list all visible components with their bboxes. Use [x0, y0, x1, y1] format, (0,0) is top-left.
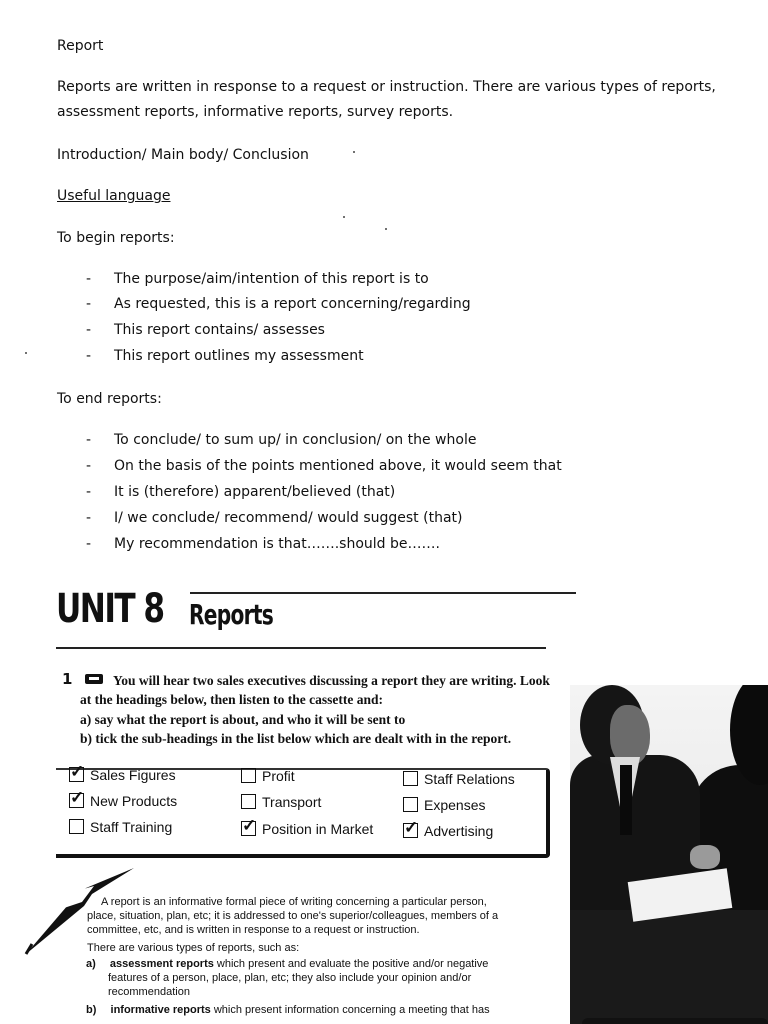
- item-term: informative reports: [110, 1004, 211, 1016]
- executives-photo: [570, 685, 768, 1024]
- item-marker: b): [86, 1004, 97, 1016]
- checkbox-label: New Products: [90, 793, 178, 809]
- textbook-scan: [0, 570, 768, 1024]
- checkbox-expenses[interactable]: [403, 797, 485, 813]
- scan-speck: [25, 352, 27, 354]
- exercise-line: a) say what the report is about, and who it will be sent to: [80, 712, 406, 727]
- item-description: which present information concerning a meeting that has: [210, 1004, 490, 1016]
- scan-speck: [385, 228, 387, 230]
- end-item-text: It is (therefore) apparent/believed (that): [114, 484, 396, 500]
- end-item-text: My recommendation is that…….should be…….: [114, 536, 440, 552]
- checkbox-empty-icon: [69, 819, 84, 834]
- checkbox-label: Transport: [262, 794, 322, 810]
- checkbox-staff-relations[interactable]: [403, 771, 515, 787]
- checkbox-empty-icon: [241, 794, 256, 809]
- bullet-dash: -: [86, 458, 92, 474]
- checkbox-profit[interactable]: [241, 768, 295, 784]
- item-description: which present and evaluate the positive and/or negative: [213, 958, 489, 970]
- exercise-line: at the headings below, then listen to the cassette and:: [80, 692, 383, 707]
- end-item-text: On the basis of the points mentioned above, it would seem that: [114, 458, 562, 474]
- bullet-dash: -: [86, 536, 92, 552]
- bullet-dash: -: [86, 348, 92, 364]
- checkbox-label: Profit: [262, 768, 295, 784]
- page-edge-bar: [582, 1018, 768, 1024]
- useful-language-heading: Useful language: [57, 188, 171, 204]
- checkbox-label: Staff Relations: [424, 771, 515, 787]
- checkbox-position-in-market[interactable]: [241, 821, 373, 837]
- checkbox-sales-figures[interactable]: [69, 767, 176, 783]
- unit-title: UNIT 8: [56, 586, 164, 632]
- begin-list-item: [86, 346, 364, 366]
- item-marker: a): [86, 958, 96, 970]
- begin-list-item: [86, 320, 325, 340]
- bullet-dash: -: [86, 271, 92, 287]
- title-rule-top: [190, 592, 576, 594]
- end-list-item: [86, 534, 440, 554]
- end-item-text: I/ we conclude/ recommend/ would suggest (that): [114, 510, 463, 526]
- checkbox-advertising[interactable]: [403, 823, 493, 839]
- begin-item-text: This report contains/ assesses: [114, 322, 325, 338]
- checkbox-empty-icon: [403, 771, 418, 786]
- checkbox-staff-training[interactable]: [69, 819, 172, 835]
- end-list-item: [86, 482, 395, 502]
- paragraph-line: There are various types of reports, such as:: [87, 942, 300, 954]
- begin-reports-heading: To begin reports:: [57, 230, 175, 246]
- paragraph-line: committee, etc, and is written in response to a request or instruction.: [87, 924, 420, 936]
- scan-speck: [353, 151, 355, 153]
- bullet-dash: -: [86, 432, 92, 448]
- exercise-line: You will hear two sales executives discussing a report they are writing. Look: [113, 673, 550, 688]
- end-reports-heading: To end reports:: [57, 391, 162, 407]
- end-item-text: To conclude/ to sum up/ in conclusion/ on the whole: [114, 432, 477, 448]
- report-type-a-line3: recommendation: [108, 986, 190, 998]
- scan-speck: [343, 216, 345, 218]
- checkbox-label: Expenses: [424, 797, 486, 813]
- checkbox-label: Position in Market: [262, 821, 374, 837]
- paragraph-line: A report is an informative formal piece of writing concerning a particular person,: [101, 896, 487, 908]
- checkbox-new-products[interactable]: [69, 793, 177, 809]
- bullet-dash: -: [86, 322, 92, 338]
- end-list-item: [86, 508, 462, 528]
- begin-item-text: This report outlines my assessment: [114, 348, 364, 364]
- checkbox-transport[interactable]: [241, 794, 321, 810]
- bullet-dash: -: [86, 484, 92, 500]
- checkbox-checked-icon: [241, 821, 256, 836]
- end-list-item: [86, 456, 562, 476]
- exercise-line: b) tick the sub-headings in the list below which are dealt with in the report.: [80, 731, 512, 746]
- checkbox-label: Staff Training: [90, 819, 173, 835]
- begin-item-text: As requested, this is a report concerning/regarding: [114, 296, 471, 312]
- begin-list-item: [86, 294, 471, 314]
- end-list-item: [86, 430, 476, 450]
- checkbox-checked-icon: [403, 823, 418, 838]
- notes-intro-line2: assessment reports, informative reports, survey reports.: [57, 104, 454, 120]
- begin-item-text: The purpose/aim/intention of this report is to: [114, 271, 429, 287]
- checkbox-empty-icon: [241, 768, 256, 783]
- notes-title: Report: [57, 38, 104, 54]
- title-rule-bottom: [56, 647, 546, 649]
- begin-list-item: [86, 269, 429, 289]
- checkbox-label: Sales Figures: [90, 767, 176, 783]
- checkbox-label: Advertising: [424, 823, 494, 839]
- unit-subtitle: Reports: [189, 598, 274, 631]
- paragraph-line: place, situation, plan, etc; it is addressed to one's superior/colleagues, members of a: [87, 910, 499, 922]
- exercise-number: 1: [62, 670, 73, 688]
- checkbox-empty-icon: [403, 797, 418, 812]
- item-term: assessment reports: [109, 958, 214, 970]
- report-type-a-line2: features of a person, place, plan, etc; they also include your opinion and/or: [108, 972, 472, 984]
- notes-intro-line1: Reports are written in response to a request or instruction. There are various types of reports,: [57, 79, 716, 95]
- checkbox-checked-icon: [69, 793, 84, 808]
- notes-structure: Introduction/ Main body/ Conclusion: [57, 147, 309, 163]
- bullet-dash: -: [86, 296, 92, 312]
- bullet-dash: -: [86, 510, 92, 526]
- checkbox-checked-icon: [69, 767, 84, 782]
- cassette-icon: [85, 674, 103, 684]
- report-type-b: [86, 1003, 490, 1017]
- report-type-a: [86, 957, 488, 971]
